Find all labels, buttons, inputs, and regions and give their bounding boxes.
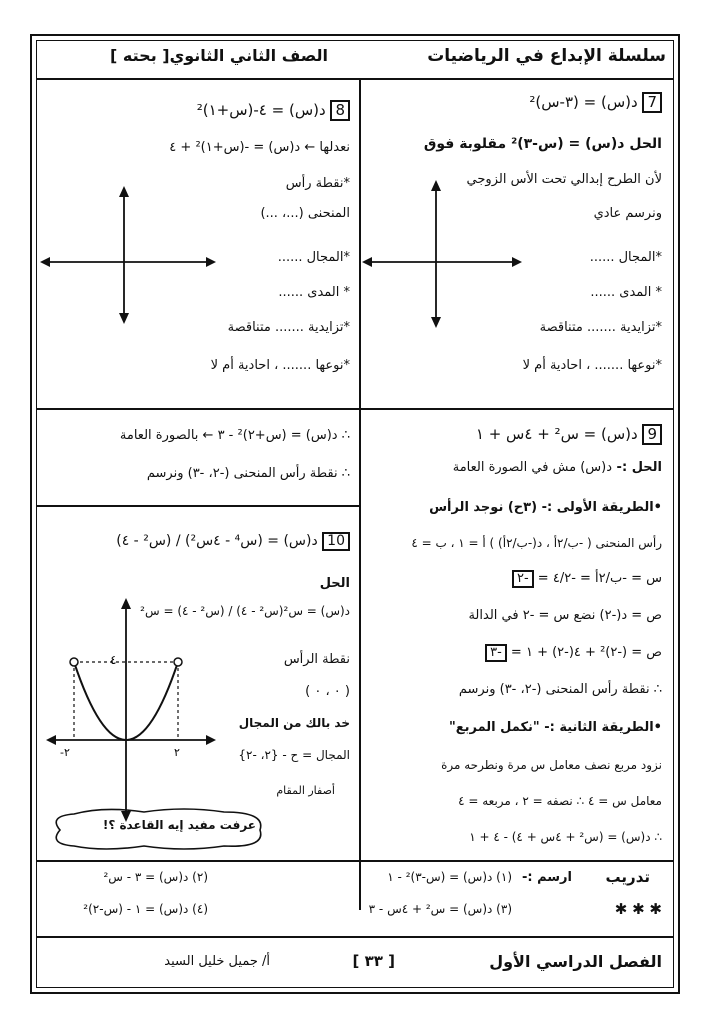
- q10-equation: د(س) = (س⁴ - ٤س²) / (س² - ٤): [116, 533, 318, 549]
- header-divider: [36, 78, 674, 80]
- q8-vertex-label: *نقطة رأس: [285, 176, 350, 191]
- q7-solution: [424, 136, 662, 152]
- exercise-title: تدريب: [605, 868, 650, 886]
- q9-y-intro: ص = د(-٢) نضع س = -٢ في الدالة: [468, 608, 662, 623]
- q7-domain: *المجال ......: [589, 250, 662, 265]
- exercise-stars: ✱ ✱ ✱: [614, 900, 662, 918]
- q9-method2-line: نزود مربع نصف معامل س مرة ونطرحه مرة: [441, 758, 662, 772]
- q9-x-calc-line: [512, 570, 662, 588]
- q7-equation: د(س) = (٣-س)²: [529, 93, 638, 111]
- footer-page: [ ٣٣ ]: [352, 952, 395, 970]
- q8-range: * المدى ......: [278, 285, 350, 300]
- q7-y-arrow-up: [431, 180, 441, 191]
- series-title: سلسلة الإبداع في الرياضيات: [427, 46, 666, 66]
- q9-number: 9: [642, 424, 662, 445]
- q10-domain-hint: خد بالك من المجال: [238, 716, 350, 730]
- q7-y-arrow-down: [431, 317, 441, 328]
- q10-open-point-right: [174, 658, 182, 666]
- q10-zeros-hint: أصفار المقام: [276, 784, 335, 797]
- q9-solution-label: الحل: [631, 460, 662, 475]
- q7-solution-line: د(س) = (س-٣)² مقلوبة فوق: [423, 136, 625, 152]
- q8-block: [197, 100, 350, 121]
- q8-type: *نوعها ....... ، احادية أم لا: [210, 358, 350, 373]
- q7-solution-label: الحل: [629, 136, 662, 152]
- q9-y-calc-line: [485, 644, 662, 662]
- q10-x-tick-neg: -٢: [60, 746, 70, 759]
- q9-vertex-result: ∴ نقطة رأس المنحنى (-٢، -٣) ونرسم: [458, 682, 662, 697]
- q10-vertex-value: ( ٠ ، ٠ ): [305, 684, 350, 699]
- q10-y-arrow-up: [121, 598, 131, 609]
- q7-monotonic: *تزايدية ....... متناقصة: [539, 320, 662, 335]
- q9-method1-title: •الطريقة الأولى :- (٣ح) نوجد الرأس: [429, 500, 662, 515]
- q9-x-calc: س = -ب/٢أ = -٤/٢ =: [533, 571, 662, 586]
- q7-number: 7: [642, 92, 662, 113]
- q7-x-arrow-left: [362, 257, 372, 267]
- q9-y-calc: ص = (-٢)² + ٤(-٢) + ١ =: [506, 645, 662, 660]
- q7-type: *نوعها ....... ، احادية أم لا: [522, 358, 662, 373]
- q7-draw: ونرسم عادي: [593, 206, 662, 221]
- q10-graph: [46, 594, 216, 824]
- exercise-divider-top: [36, 860, 674, 862]
- q8b-vertex-draw: ∴ نقطة رأس المنحنى (-٢، -٣) ونرسم: [146, 466, 350, 481]
- q7-range: * المدى ......: [590, 285, 662, 300]
- q10-x-arrow-right: [206, 735, 216, 745]
- q10-domain-value: المجال = ح - {٢، -٢}: [238, 748, 350, 762]
- q10-x-tick-pos: ٢: [174, 746, 180, 759]
- q10-simplify: د(س) = س²(س² - ٤) / (س² - ٤) = س²: [140, 604, 350, 618]
- q10-number: 10: [322, 532, 350, 551]
- exercise-lead: ارسم :-: [521, 870, 572, 885]
- q7-x-arrow-right: [512, 257, 522, 267]
- column-divider: [359, 78, 361, 910]
- row-divider-1: [36, 408, 674, 410]
- q8-x-arrow-right: [206, 257, 216, 267]
- q8-domain: *المجال ......: [277, 250, 350, 265]
- footer-author: أ/ جميل خليل السيد: [164, 954, 270, 969]
- q9-x-result: -٢: [512, 570, 534, 588]
- q8-x-arrow-left: [40, 257, 50, 267]
- q9-method2-title: •الطريقة الثانية :- "نكمل المربع": [448, 720, 662, 735]
- q9-block: [476, 424, 662, 445]
- grade-label: الصف الثاني الثانوي[ بحته ]: [110, 46, 328, 65]
- q10-vertex-label: نقطة الرأس: [283, 652, 350, 667]
- q9-coef-line: معامل س = ٤ ∴ نصفه = ٢ ، مربعه = ٤: [458, 794, 662, 808]
- exercise-item-2: (٢) د(س) = ٣ - س²: [103, 870, 208, 884]
- q8b-general-form: ∴ د(س) = (س+٢)² - ٣ ← بالصورة العامة: [119, 428, 350, 443]
- q10-y-tick: ٤: [110, 653, 117, 667]
- q8-axes: [40, 186, 216, 324]
- exercise-divider-bottom: [36, 936, 674, 938]
- exercise-item-4: (٤) د(س) = ١ - (س-٢)²: [83, 902, 208, 916]
- q8-equation: د(س) = ٤-(س+١)²: [196, 101, 326, 119]
- q9-equation: د(س) = س² + ٤س + ١: [475, 425, 638, 443]
- q9-not-form: د(س) مش في الصورة العامة: [452, 460, 613, 475]
- q8-monotonic: *تزايدية ....... متناقصة: [227, 320, 350, 335]
- q10-note: عرفت مفيد إيه القاعدة ؟!: [102, 818, 256, 832]
- q8-y-arrow-down: [119, 313, 129, 324]
- q8-rewrite: نعدلها ← د(س) = -(س+١)² + ٤: [169, 140, 350, 155]
- q9-final-form: ∴ د(س) = (س² + ٤س + ٤) - ٤ + ١: [469, 830, 662, 844]
- q8-y-arrow-up: [119, 186, 129, 197]
- row-divider-left: [36, 505, 359, 507]
- q10-x-arrow-left: [46, 735, 56, 745]
- q7-axes: [362, 180, 522, 330]
- q7-block: [529, 92, 662, 113]
- exercise-item-1: (١) د(س) = (س-٣)² - ١: [387, 870, 512, 884]
- exercise-item-3: (٣) د(س) = س² + ٤س - ٣: [368, 902, 512, 916]
- q10-open-point-left: [70, 658, 78, 666]
- q10-block: [116, 532, 350, 551]
- footer-term: الفصل الدراسي الأول: [489, 952, 662, 971]
- q8-vertex-value: المنحنى (...، ...): [260, 206, 350, 221]
- q9-method1-line: رأس المنحنى ( -ب/٢أ ، د(-ب/٢أ) ) أ = ١ ، ب = ٤: [411, 536, 662, 550]
- q7-reason: لأن الطرح إبدالي تحت الأس الزوجي: [466, 172, 662, 187]
- q9-solution: الحل :- د(س) مش في الصورة العامة: [452, 460, 662, 475]
- q9-y-result: -٣: [485, 644, 507, 662]
- q10-solution-label: الحل: [319, 576, 350, 591]
- q8-number: 8: [330, 100, 350, 121]
